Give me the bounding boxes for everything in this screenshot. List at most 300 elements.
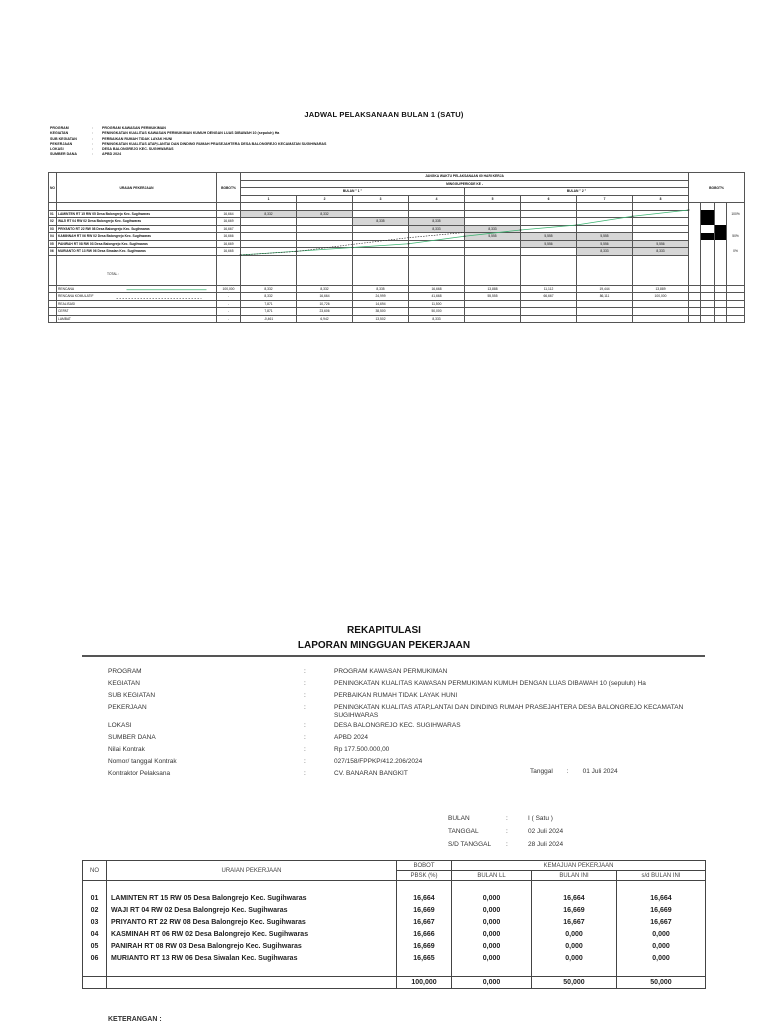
summary-value: 8,333	[409, 315, 465, 323]
week-cell	[353, 210, 409, 218]
row-bobot: 16,666	[217, 233, 241, 241]
header-jangka-waktu: JANGKA WAKTU PELAKSANAAN 60 HARI KERJA	[241, 173, 689, 181]
blank-cell	[217, 278, 241, 286]
scale-bar	[715, 240, 727, 248]
week-cell	[577, 218, 633, 226]
row-no: 05	[49, 240, 57, 248]
info-value: PENINGKATAN KUALITAS ATAP,LANTAI DAN DINDING RUMAH PRASEJAHTERA DESA BALONGREJO KECAMATAN SUGIHWARAS	[334, 704, 684, 719]
schedule-info-row: SUMBER DANA : APBD 2024	[50, 152, 122, 157]
row-bobot: 16,669	[217, 218, 241, 226]
blank-cell	[57, 203, 217, 211]
blank-cell	[727, 270, 745, 278]
summary-value	[465, 300, 521, 308]
blank-cell	[617, 881, 706, 893]
blank-cell	[465, 263, 521, 271]
header-uraian: URAIAN PEKERJAAN	[107, 861, 397, 881]
rekap-info-row: PROGRAM : PROGRAM KAWASAN PERMUKIMAN	[108, 668, 684, 680]
summary-row	[49, 315, 745, 323]
blank-cell	[715, 308, 727, 316]
blank-cell	[297, 278, 353, 286]
week-header: 6	[521, 195, 577, 203]
blank-cell	[521, 263, 577, 271]
blank-cell	[353, 270, 409, 278]
summary-row	[49, 285, 745, 293]
header-bobot-right: BOBOT%	[689, 173, 745, 203]
row-uraian: LAMINTEN RT 15 RW 05 Desa Balongrejo Kec. Sugihwaras	[57, 210, 217, 218]
summary-value: 7,871	[241, 308, 297, 316]
summary-value: 24,999	[353, 293, 409, 301]
row-no: 03	[49, 225, 57, 233]
row-no: 06	[83, 953, 107, 965]
rekap-info-row: KEGIATAN : PENINGKATAN KUALITAS KAWASAN PERMUKIMAN KUMUH DENGAN LUAS DIBAWAH 10 (sepuluh) Ha	[108, 680, 684, 692]
summary-value	[577, 300, 633, 308]
summary-label: CEPAT	[57, 308, 217, 316]
blank-cell	[297, 263, 353, 271]
blank-cell	[217, 255, 241, 263]
row-bulan-ll: 0,000	[452, 941, 532, 953]
row-bulan-ll: 0,000	[452, 929, 532, 941]
info-key: KEGIATAN	[108, 680, 140, 687]
summary-value: 100,000	[633, 293, 689, 301]
week-header: 7	[577, 195, 633, 203]
week-cell: 8,332	[297, 210, 353, 218]
scale-bar	[715, 225, 727, 233]
scale-bar	[701, 210, 715, 218]
blank-cell	[83, 977, 107, 989]
blank-cell	[689, 270, 701, 278]
rekap-total-row	[83, 977, 706, 989]
spacer-row	[49, 278, 745, 286]
summary-value: 8,335	[353, 285, 409, 293]
scale-bar	[701, 240, 715, 248]
blank-cell	[577, 263, 633, 271]
week-cell	[353, 225, 409, 233]
row-bulan-ini: 0,000	[532, 941, 617, 953]
summary-value: 13,502	[353, 315, 409, 323]
blank-cell	[727, 308, 745, 316]
blank-cell	[241, 278, 297, 286]
scale-cell	[689, 210, 701, 218]
blank-cell	[633, 270, 689, 278]
row-sd-bulan-ini: 16,664	[617, 893, 706, 905]
rekap-row	[83, 905, 706, 917]
week-cell	[521, 248, 577, 256]
rekap-table	[82, 860, 706, 989]
blank-cell	[465, 203, 521, 211]
blank-cell	[217, 203, 241, 211]
blank-cell	[465, 270, 521, 278]
row-bobot: 16,664	[217, 210, 241, 218]
blank-cell	[701, 263, 715, 271]
row-bobot: 16,666	[397, 929, 452, 941]
row-uraian: PRIYANTO RT 22 RW 08 Desa Balongrejo Kec. Sugihwaras	[57, 225, 217, 233]
schedule-row	[49, 233, 745, 241]
info-value: APBD 2024	[334, 734, 368, 741]
row-bulan-ini: 16,667	[532, 917, 617, 929]
row-no: 02	[83, 905, 107, 917]
week-cell: 5,556	[577, 240, 633, 248]
blank-cell	[689, 255, 701, 263]
blank-cell	[107, 881, 397, 893]
week-cell	[633, 233, 689, 241]
info-key: Kontraktor Pelaksana	[108, 770, 171, 777]
summary-value: 8,332	[297, 285, 353, 293]
row-bobot: 16,667	[397, 917, 452, 929]
row-bobot: 16,669	[217, 240, 241, 248]
blank-cell	[241, 203, 297, 211]
row-bulan-ini: 16,669	[532, 905, 617, 917]
blank-cell	[521, 278, 577, 286]
header-kemajuan: KEMAJUAN PEKERJAAN	[452, 861, 706, 871]
blank-cell	[715, 300, 727, 308]
scale-cell	[689, 225, 701, 233]
scale-label	[727, 225, 745, 233]
blank-cell	[532, 881, 617, 893]
total-bulan-ini: 50,000	[532, 977, 617, 989]
blank-cell	[409, 263, 465, 271]
summary-value: 16,664	[297, 293, 353, 301]
rekap-info-row: Nomor/ tanggal Kontrak : 027/158/FPPKP/412.206/2024	[108, 758, 684, 770]
header-no: NO	[49, 173, 57, 203]
week-cell: 8,333	[633, 248, 689, 256]
row-bulan-ll: 0,000	[452, 905, 532, 917]
rekap-info	[108, 668, 684, 782]
keterangan-label: KETERANGAN :	[108, 1016, 162, 1023]
summary-value: 14,694	[353, 300, 409, 308]
contract-date-colon: :	[566, 768, 569, 775]
blank-cell	[465, 255, 521, 263]
total-sd-bulan-ini: 50,000	[617, 977, 706, 989]
summary-value: 8,332	[241, 293, 297, 301]
row-bulan-ll: 0,000	[452, 893, 532, 905]
scale-cell	[689, 248, 701, 256]
info-key: KEGIATAN	[50, 131, 69, 136]
blank-cell	[49, 263, 57, 271]
rekap-row	[83, 929, 706, 941]
schedule-info-row: PEKERJAAN : PENINGKATAN KUALITAS ATAP,LANTAI DAN DINDING RUMAH PRASEJAHTERA DESA BALONGREJO KECAMATAN SUGIHWARAS	[50, 141, 327, 146]
week-cell	[297, 240, 353, 248]
period-row: TANGGAL : 02 Juli 2024	[448, 828, 563, 841]
blank-cell	[727, 263, 745, 271]
info-value: PERBAIKAN RUMAH TIDAK LAYAK HUNI	[102, 136, 173, 141]
week-cell	[241, 240, 297, 248]
period-key: BULAN	[448, 815, 470, 822]
row-no: 06	[49, 248, 57, 256]
blank-cell	[727, 255, 745, 263]
summary-value	[633, 308, 689, 316]
header-no: NO	[83, 861, 107, 881]
summary-value: 16,668	[409, 285, 465, 293]
week-cell: 8,335	[353, 218, 409, 226]
week-cell: 5,556	[633, 240, 689, 248]
week-cell	[633, 225, 689, 233]
row-bobot: 16,664	[397, 893, 452, 905]
blank-cell	[701, 308, 715, 316]
blank-cell	[409, 203, 465, 211]
rekap-info-row: SUB KEGIATAN : PERBAIKAN RUMAH TIDAK LAYAK HUNI	[108, 692, 684, 704]
week-cell	[465, 210, 521, 218]
info-value: PENINGKATAN KUALITAS ATAP,LANTAI DAN DINDING RUMAH PRASEJAHTERA DESA BALONGREJO KECAMATAN SUGIHWARAS	[102, 141, 327, 146]
blank-cell	[701, 293, 715, 301]
scale-bar	[701, 218, 715, 226]
row-uraian: KASMINAH RT 06 RW 02 Desa Balongrejo Kec. Sugihwaras	[107, 929, 397, 941]
week-cell	[465, 240, 521, 248]
blank-cell	[83, 881, 107, 893]
summary-value	[521, 315, 577, 323]
scale-cell	[689, 218, 701, 226]
rekap-info-row: LOKASI : DESA BALONGREJO KEC. SUGIHWARAS	[108, 722, 684, 734]
week-cell	[521, 218, 577, 226]
week-cell	[353, 240, 409, 248]
blank-cell	[49, 278, 57, 286]
week-cell	[633, 210, 689, 218]
week-cell	[409, 248, 465, 256]
report-period	[448, 815, 563, 854]
blank-cell	[633, 263, 689, 271]
spacer-row	[83, 965, 706, 977]
week-cell	[241, 225, 297, 233]
info-value: PENINGKATAN KUALITAS KAWASAN PERMUKIMAN KUMUH DENGAN LUAS DIBAWAH 10 (sepuluh) Ha	[102, 131, 280, 136]
summary-value: 8,332	[241, 285, 297, 293]
row-bobot: 16,669	[397, 941, 452, 953]
blank-cell	[49, 255, 57, 263]
summary-value: 55,555	[465, 293, 521, 301]
header-uraian: URAIAN PEKERJAAN	[57, 173, 217, 203]
week-cell	[297, 248, 353, 256]
week-cell: 5,556	[521, 240, 577, 248]
blank-cell	[701, 300, 715, 308]
summary-value: 13,888	[465, 285, 521, 293]
blank-cell	[715, 285, 727, 293]
blank-cell	[217, 270, 241, 278]
blank-cell	[577, 203, 633, 211]
summary-value: 6,942	[297, 315, 353, 323]
blank-cell	[521, 270, 577, 278]
blank-cell	[727, 293, 745, 301]
week-cell: 8,333	[465, 225, 521, 233]
week-cell: 5,555	[521, 233, 577, 241]
info-value: 027/158/FPPKP/412.206/2024	[334, 758, 423, 765]
summary-value: 7,871	[241, 300, 297, 308]
summary-value: -0,461	[241, 315, 297, 323]
blank-cell	[452, 881, 532, 893]
header-bobot: BOBOT%	[217, 173, 241, 203]
row-no: 03	[83, 917, 107, 929]
scale-label: 100%	[727, 210, 745, 218]
blank-cell	[689, 263, 701, 271]
week-cell	[297, 225, 353, 233]
week-cell	[465, 248, 521, 256]
row-bulan-ll: 0,000	[452, 953, 532, 965]
period-value: 02 Juli 2024	[528, 828, 564, 835]
summary-value: 50,000	[409, 308, 465, 316]
info-key: Nomor/ tanggal Kontrak	[108, 758, 177, 765]
blank-cell	[465, 278, 521, 286]
blank-cell	[409, 270, 465, 278]
blank-cell	[452, 965, 532, 977]
scale-label	[727, 240, 745, 248]
blank-cell	[727, 285, 745, 293]
info-value: PROGRAM KAWASAN PERMUKIMAN	[334, 668, 448, 675]
header-bulan-ini: BULAN INI	[532, 871, 617, 881]
blank-cell	[715, 293, 727, 301]
schedule-info-row: SUB KEGIATAN : PERBAIKAN RUMAH TIDAK LAYAK HUNI	[50, 136, 173, 141]
summary-value	[577, 315, 633, 323]
week-cell: 8,333	[577, 248, 633, 256]
schedule-table	[48, 172, 745, 323]
scale-bar	[701, 248, 715, 256]
week-header: 3	[353, 195, 409, 203]
blank-cell	[715, 263, 727, 271]
blank-cell	[521, 203, 577, 211]
blank-cell	[715, 315, 727, 323]
rekap-info-row: Nilai Kontrak : Rp 177.500.000,00	[108, 746, 684, 758]
row-bobot: 16,665	[397, 953, 452, 965]
summary-value: 38,500	[353, 308, 409, 316]
week-header: 1	[241, 195, 297, 203]
schedule-table-wrap	[48, 172, 740, 358]
blank-cell	[617, 965, 706, 977]
period-value: I ( Satu )	[528, 815, 553, 822]
blank-cell	[353, 278, 409, 286]
summary-bobot: -	[217, 300, 241, 308]
info-key: SUB KEGIATAN	[108, 692, 156, 699]
row-bobot: 16,665	[217, 248, 241, 256]
blank-cell	[633, 203, 689, 211]
rekap-row	[83, 953, 706, 965]
blank-cell	[241, 270, 297, 278]
info-key: SUMBER DANA	[108, 734, 156, 741]
scale-bar	[715, 218, 727, 226]
summary-value: 41,668	[409, 293, 465, 301]
rekap-subtitle: LAPORAN MINGGUAN PEKERJAAN	[297, 640, 471, 651]
summary-label: RENCANA	[57, 285, 217, 293]
header-bulan-1: BULAN " 1 "	[241, 188, 465, 196]
blank-cell	[715, 278, 727, 286]
blank-cell	[241, 255, 297, 263]
week-cell: 8,332	[241, 210, 297, 218]
row-uraian: WAJI RT 04 RW 02 Desa Balongrejo Kec. Sugihwaras	[107, 905, 397, 917]
blank-cell	[715, 270, 727, 278]
total-bobot: 100,000	[397, 977, 452, 989]
blank-cell	[689, 293, 701, 301]
info-value: APBD 2024	[102, 152, 122, 157]
blank-cell	[727, 300, 745, 308]
scale-bar	[701, 233, 715, 241]
week-cell	[353, 248, 409, 256]
blank-cell	[57, 263, 217, 271]
schedule-info-row: KEGIATAN : PENINGKATAN KUALITAS KAWASAN PERMUKIMAN KUMUH DENGAN LUAS DIBAWAH 10 (sepuluh) Ha	[50, 131, 280, 136]
info-key: PROGRAM	[108, 668, 142, 675]
spacer-row	[49, 263, 745, 271]
blank-cell	[107, 965, 397, 977]
schedule-row	[49, 240, 745, 248]
summary-value: 13,889	[633, 285, 689, 293]
summary-value	[577, 308, 633, 316]
period-row: BULAN : I ( Satu )	[448, 815, 563, 828]
blank-cell	[633, 255, 689, 263]
summary-value	[633, 315, 689, 323]
row-no: 04	[83, 929, 107, 941]
row-sd-bulan-ini: 0,000	[617, 941, 706, 953]
info-value: Rp 177.500.000,00	[334, 746, 390, 753]
summary-value	[521, 308, 577, 316]
schedule-title: JADWAL PELAKSANAAN BULAN 1 (SATU)	[304, 110, 464, 119]
schedule-info-row: LOKASI : DESA BALONGREJO KEC. SUGIHWARAS	[50, 147, 174, 152]
scale-label	[727, 218, 745, 226]
blank-cell	[83, 965, 107, 977]
row-no: 04	[49, 233, 57, 241]
summary-value	[465, 315, 521, 323]
blank-cell	[49, 300, 57, 308]
blank-cell	[633, 278, 689, 286]
blank-cell	[715, 255, 727, 263]
row-sd-bulan-ini: 16,667	[617, 917, 706, 929]
schedule-header-row	[49, 173, 745, 181]
scale-bar	[701, 225, 715, 233]
week-cell: 5,555	[577, 233, 633, 241]
blank-cell	[353, 255, 409, 263]
total-bulan-ll: 0,000	[452, 977, 532, 989]
blank-cell	[409, 255, 465, 263]
info-value: DESA BALONGREJO KEC. SUGIHWARAS	[102, 147, 174, 152]
blank-cell	[353, 203, 409, 211]
blank-cell	[689, 300, 701, 308]
rekap-row	[83, 941, 706, 953]
row-no: 01	[49, 210, 57, 218]
blank-cell	[57, 255, 217, 263]
blank-cell	[689, 285, 701, 293]
blank-cell	[701, 285, 715, 293]
scale-bar	[715, 248, 727, 256]
spacer-row	[49, 255, 745, 263]
info-value: PROGRAM KAWASAN PERMUKIMAN	[102, 126, 166, 130]
summary-row	[49, 308, 745, 316]
blank-cell	[532, 965, 617, 977]
row-no: 05	[83, 941, 107, 953]
blank-cell	[701, 278, 715, 286]
summary-value	[465, 308, 521, 316]
blank-cell	[701, 315, 715, 323]
blank-cell	[701, 255, 715, 263]
row-sd-bulan-ini: 16,669	[617, 905, 706, 917]
summary-value: 23,606	[297, 308, 353, 316]
contract-date-value: 01 Juli 2024	[582, 768, 618, 775]
info-key: PEKERJAAN	[108, 704, 147, 711]
week-cell	[633, 218, 689, 226]
header-sd-bulan-ini: s/d BULAN INI	[617, 871, 706, 881]
info-key: Nilai Kontrak	[108, 746, 145, 753]
blank-cell	[49, 270, 57, 278]
summary-row	[49, 293, 745, 301]
info-value: CV. BANARAN BANGKIT	[334, 770, 408, 777]
info-value: PENINGKATAN KUALITAS KAWASAN PERMUKIMAN KUMUH DENGAN LUAS DIBAWAH 10 (sepuluh) Ha	[334, 680, 646, 687]
blank-cell	[727, 315, 745, 323]
contract-date	[530, 768, 632, 775]
week-cell: 8,335	[409, 218, 465, 226]
contract-date-label: Tanggal	[530, 768, 553, 775]
week-cell	[297, 218, 353, 226]
title-divider	[82, 655, 705, 657]
blank-cell	[701, 270, 715, 278]
week-cell	[241, 218, 297, 226]
row-uraian: PANIRAH RT 08 RW 03 Desa Balongrejo Kec. Sugihwaras	[57, 240, 217, 248]
period-row: S/D TANGGAL : 28 Juli 2024	[448, 841, 563, 854]
blank-cell	[715, 203, 727, 211]
row-uraian: MURIANTO RT 13 RW 06 Desa Siwalan Kec. Sugihwaras	[57, 248, 217, 256]
blank-cell	[49, 285, 57, 293]
header-bulan-ll: BULAN LL	[452, 871, 532, 881]
